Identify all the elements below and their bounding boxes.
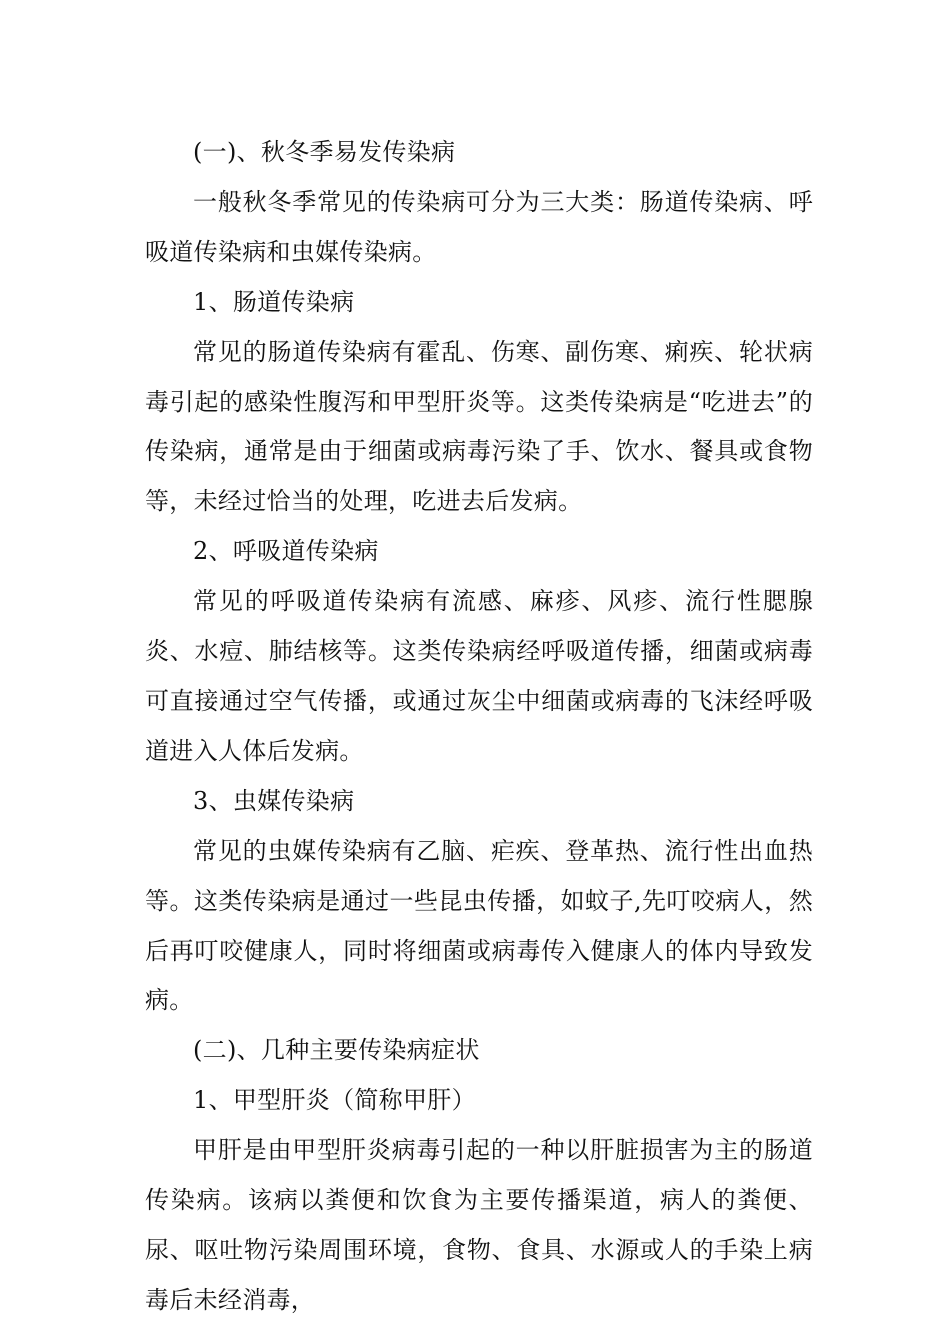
subheading-respiratory: 2、呼吸道传染病 [193,537,379,566]
subheading-insect-borne: 3、虫媒传染病 [193,786,355,815]
intro-paragraph: 一般秋冬季常见的传染病可分为三大类：肠道传染病、呼吸道传染病和虫媒传染病。 [145,187,813,266]
paragraph-hepatitis-a: 甲肝是由甲型肝炎病毒引起的一种以肝脏损害为主的肠道传染病。该病以粪便和饮食为主要传播渠道，病人的粪便、尿、呕吐物污染周围环境，食物、食具、水源或人的手染上病毒后未经消毒， [145,1136,813,1314]
subheading-intestinal: 1、肠道传染病 [193,287,355,316]
paragraph-insect-borne: 常见的虫媒传染病有乙脑、疟疾、登革热、流行性出血热等。这类传染病是通过一些昆虫传播，如蚊子,先叮咬病人，然后再叮咬健康人，同时将细菌或病毒传入健康人的体内导致发病。 [145,836,813,1015]
section-heading-symptoms: (二)、几种主要传染病症状 [193,1036,480,1065]
subheading-hepatitis-a: 1、甲型肝炎（简称甲肝） [193,1086,476,1115]
paragraph-intestinal: 常见的肠道传染病有霍乱、伤寒、副伤寒、痢疾、轮状病毒引起的感染性腹泻和甲型肝炎等。这类传染病是“吃进去”的传染病，通常是由于细菌或病毒污染了手、饮水、餐具或食物等，未经过恰当的处理，吃进去后发病。 [145,337,813,516]
paragraph-respiratory: 常见的呼吸道传染病有流感、麻疹、风疹、流行性腮腺炎、水痘、肺结核等。这类传染病经呼吸道传播，细菌或病毒可直接通过空气传播，或通过灰尘中细菌或病毒的飞沫经呼吸道进入人体后发病。 [145,587,813,765]
document-body [145,128,813,1326]
section-heading-autumn-winter-diseases: (一)、秋冬季易发传染病 [193,138,456,166]
